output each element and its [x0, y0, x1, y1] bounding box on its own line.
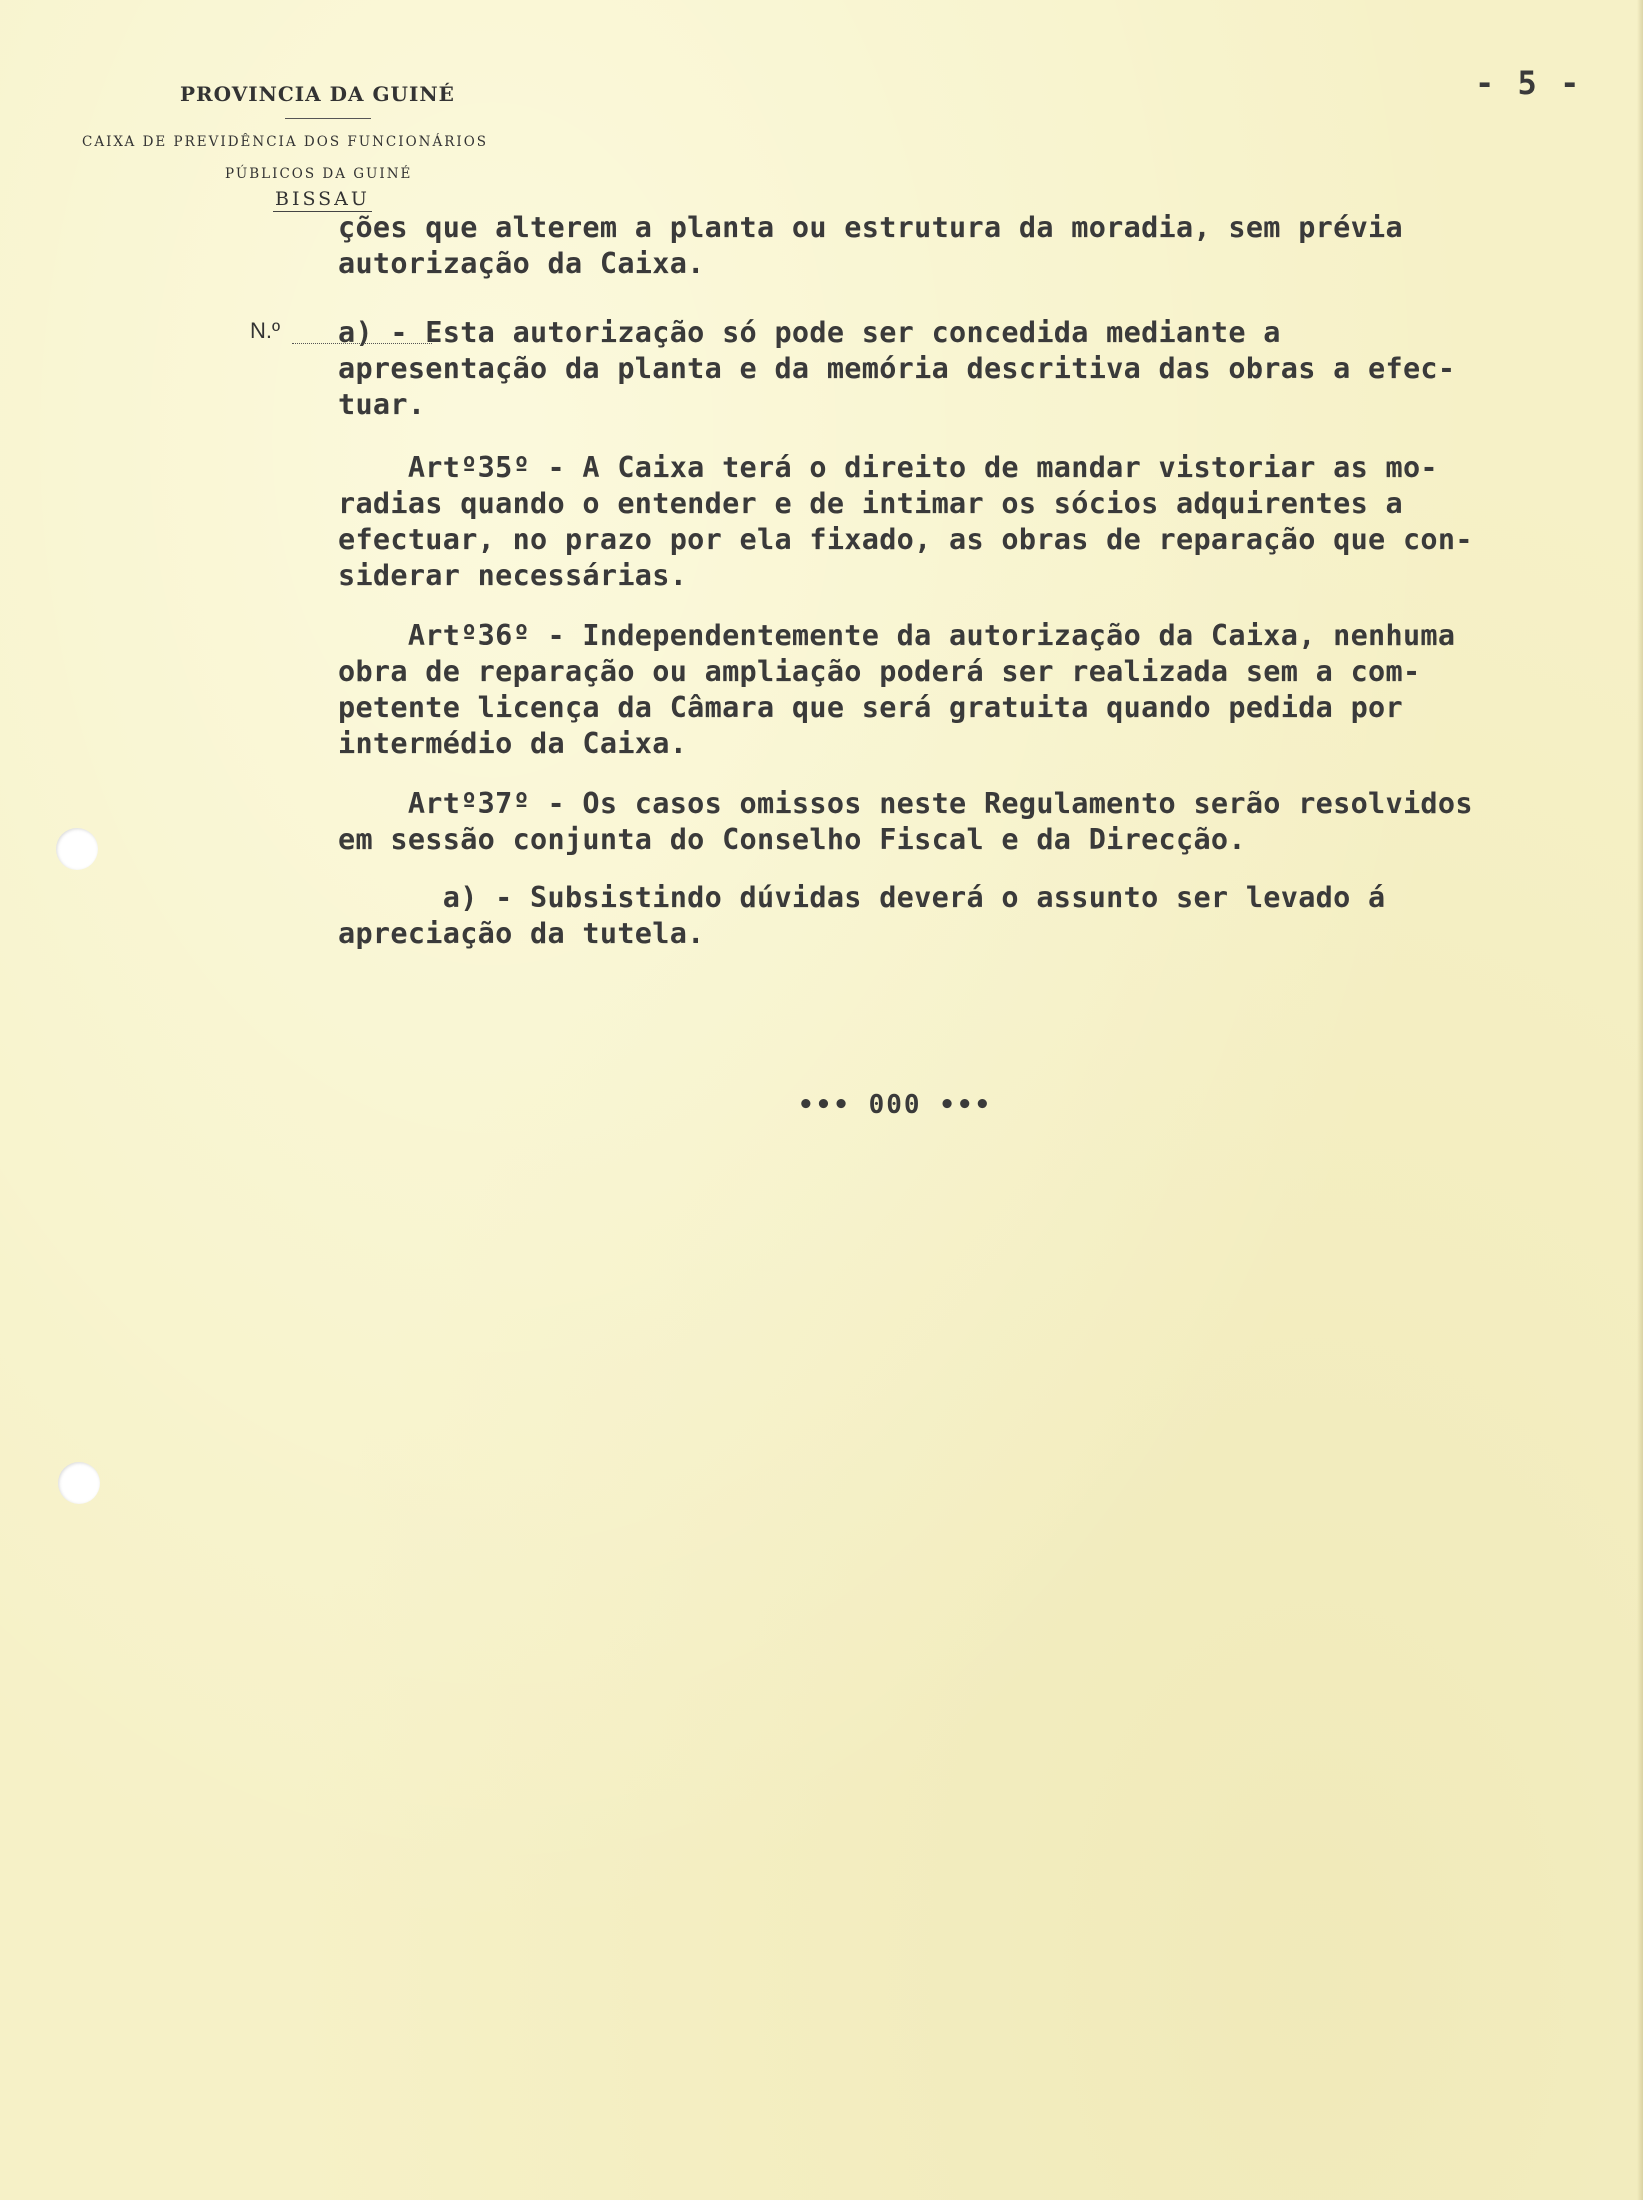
reference-label: N.º	[250, 318, 281, 343]
text-line: a) - Esta autorização só pode ser concedida mediante a	[338, 316, 1281, 349]
text-line: Artº37º - Os casos omissos neste Regulamento serão resolvidos	[338, 787, 1473, 820]
letterhead-institution-line2: PÚBLICOS DA GUINÉ	[225, 166, 413, 182]
text-line: siderar necessárias.	[338, 559, 688, 592]
text-line: Artº36º - Independentemente da autorização da Caixa, nenhuma	[338, 619, 1456, 652]
paragraph-continuation	[338, 210, 1403, 282]
text-line: a) - Subsistindo dúvidas deverá o assunto ser levado á	[338, 881, 1386, 914]
paragraph-article-35	[338, 450, 1473, 594]
text-line: ções que alterem a planta ou estrutura da moradia, sem prévia	[338, 211, 1403, 244]
text-line: efectuar, no prazo por ela fixado, as obras de reparação que con-	[338, 523, 1473, 556]
text-line: Artº35º - A Caixa terá o direito de mandar vistoriar as mo-	[338, 451, 1438, 484]
text-line: obra de reparação ou ampliação poderá ser realizada sem a com-	[338, 655, 1421, 688]
page-number: - 5 -	[1475, 64, 1582, 102]
text-line: apresentação da planta e da memória descritiva das obras a efec-	[338, 352, 1456, 385]
letterhead-city: BISSAU	[275, 188, 370, 210]
page-edge-shadow	[1637, 0, 1643, 2200]
paragraph-article-37-subclause-a	[338, 880, 1386, 952]
paragraph-article-36	[338, 618, 1455, 762]
letterhead	[0, 0, 640, 230]
text-line: autorização da Caixa.	[338, 247, 705, 280]
letterhead-institution-line1: CAIXA DE PREVIDÊNCIA DOS FUNCIONÁRIOS	[82, 134, 489, 150]
paragraph-article-37	[338, 786, 1473, 858]
letterhead-province: PROVINCIA DA GUINÉ	[180, 82, 455, 106]
binder-hole	[56, 828, 98, 870]
text-line: radias quando o entender e de intimar os sócios adquirentes a	[338, 487, 1403, 520]
binder-hole	[58, 1462, 100, 1504]
text-line: intermédio da Caixa.	[338, 727, 688, 760]
text-line: petente licença da Câmara que será gratuita quando pedida por	[338, 691, 1403, 724]
text-line: apreciação da tutela.	[338, 917, 705, 950]
text-line: em sessão conjunta do Conselho Fiscal e da Direcção.	[338, 823, 1246, 856]
text-line: tuar.	[338, 388, 426, 421]
end-of-document-mark: ••• 000 •••	[798, 1090, 993, 1120]
paragraph-subclause-a	[338, 315, 1455, 423]
letterhead-rule	[285, 118, 371, 119]
